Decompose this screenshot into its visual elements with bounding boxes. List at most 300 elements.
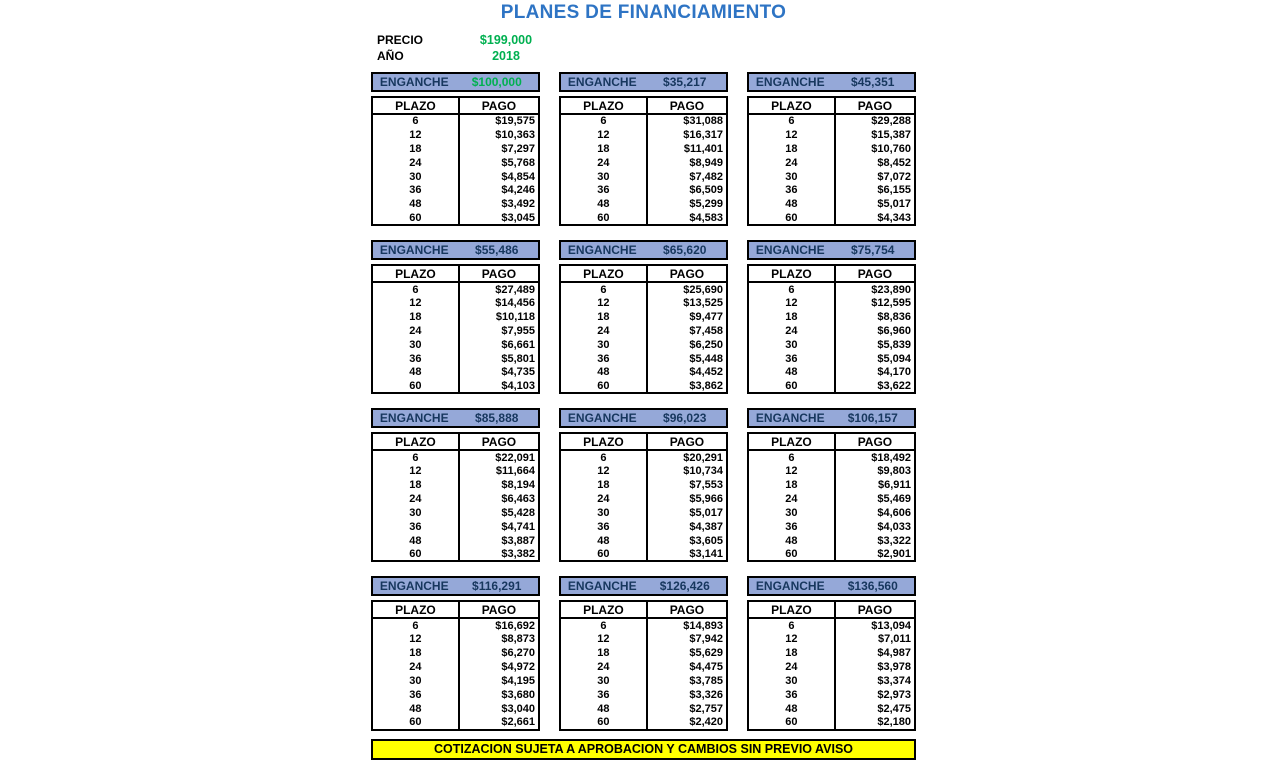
- plazo-value: 36: [372, 688, 459, 702]
- payment-row: [748, 660, 915, 674]
- payment-table: [371, 432, 540, 562]
- enganche-header: [559, 576, 728, 596]
- plazo-value: 60: [372, 211, 459, 225]
- payment-table: [747, 600, 916, 730]
- payment-row: [748, 688, 915, 702]
- pago-value: $19,575: [495, 115, 535, 128]
- pago-value: $4,741: [501, 520, 535, 533]
- plazo-value: 30: [372, 338, 459, 352]
- plazo-value: 36: [560, 520, 647, 534]
- payment-row: [748, 534, 915, 548]
- plazo-value: 30: [560, 506, 647, 520]
- plazo-value: 18: [372, 310, 459, 324]
- enganche-header: [371, 408, 540, 428]
- plan-block: [559, 408, 728, 562]
- pago-value: $5,299: [689, 198, 723, 211]
- payment-row: [372, 197, 539, 211]
- pago-value: $4,103: [501, 379, 535, 392]
- plazo-value: 36: [372, 352, 459, 366]
- enganche-amount: $106,157: [847, 411, 898, 426]
- plazo-value: 12: [560, 296, 647, 310]
- enganche-amount: $55,486: [475, 243, 519, 258]
- payment-row: [372, 128, 539, 142]
- pago-value: $5,428: [501, 506, 535, 519]
- payment-row: [372, 324, 539, 338]
- payment-row: [560, 128, 727, 142]
- pago-value: $5,768: [501, 156, 535, 169]
- payment-row: [560, 352, 727, 366]
- plazo-column-header: PLAZO: [372, 97, 459, 114]
- enganche-header: [371, 576, 540, 596]
- plazo-value: 36: [560, 688, 647, 702]
- payment-row: [748, 379, 915, 393]
- pago-value: $3,978: [877, 660, 911, 673]
- payment-row: [748, 506, 915, 520]
- pago-value: $2,661: [501, 716, 535, 729]
- plazo-value: 12: [372, 632, 459, 646]
- plazo-value: 36: [748, 352, 835, 366]
- plazo-value: 30: [372, 506, 459, 520]
- payment-row: [560, 282, 727, 296]
- payment-row: [372, 464, 539, 478]
- plazo-value: 30: [748, 674, 835, 688]
- payment-table-header-row: [372, 265, 539, 282]
- plazo-value: 6: [748, 618, 835, 632]
- enganche-amount: $75,754: [851, 243, 895, 258]
- payment-row: [372, 338, 539, 352]
- plazo-value: 60: [560, 716, 647, 730]
- plazo-value: 18: [748, 478, 835, 492]
- pago-value: $3,680: [501, 688, 535, 701]
- pago-value: $5,469: [877, 492, 911, 505]
- pago-value: $5,629: [689, 647, 723, 660]
- enganche-label: ENGANCHE: [567, 579, 637, 594]
- payment-row: [372, 618, 539, 632]
- plazo-value: 12: [748, 464, 835, 478]
- pago-value: $3,785: [689, 674, 723, 687]
- payment-row: [560, 183, 727, 197]
- payment-table-header-row: [748, 433, 915, 450]
- payment-row: [748, 142, 915, 156]
- enganche-header: [371, 72, 540, 92]
- plazo-value: 12: [560, 632, 647, 646]
- enganche-label: ENGANCHE: [567, 75, 637, 89]
- pago-column-header: PAGO: [835, 97, 915, 114]
- payment-row: [560, 310, 727, 324]
- plazo-value: 24: [372, 324, 459, 338]
- pago-value: $4,606: [877, 506, 911, 519]
- plazo-value: 24: [372, 660, 459, 674]
- payment-table: [559, 264, 728, 394]
- plazo-value: 18: [372, 646, 459, 660]
- precio-value: $199,000: [479, 33, 533, 47]
- plazo-value: 36: [748, 183, 835, 197]
- pago-value: $10,760: [871, 142, 911, 155]
- pago-value: $15,387: [871, 128, 911, 141]
- anio-label: AÑO: [377, 49, 404, 63]
- pago-value: $22,091: [495, 451, 535, 464]
- plazo-value: 48: [372, 197, 459, 211]
- plazo-value: 60: [372, 379, 459, 393]
- plan-block: [371, 408, 540, 562]
- plazo-value: 48: [748, 365, 835, 379]
- financing-sheet: [371, 0, 916, 760]
- payment-row: [560, 506, 727, 520]
- payment-row: [560, 492, 727, 506]
- pago-column-header: PAGO: [459, 97, 539, 114]
- payment-row: [748, 296, 915, 310]
- plazo-value: 60: [560, 547, 647, 561]
- enganche-amount: $136,560: [847, 579, 898, 594]
- payment-row: [748, 156, 915, 170]
- pago-value: $14,893: [683, 619, 723, 632]
- payment-row: [748, 183, 915, 197]
- payment-row: [372, 478, 539, 492]
- plazo-value: 30: [748, 338, 835, 352]
- plazo-value: 24: [560, 660, 647, 674]
- payment-row: [748, 114, 915, 128]
- anio-value: 2018: [492, 49, 520, 63]
- payment-table-header-row: [372, 433, 539, 450]
- pago-value: $5,966: [689, 492, 723, 505]
- pago-column-header: PAGO: [647, 97, 727, 114]
- pago-value: $23,890: [871, 283, 911, 296]
- plazo-value: 12: [560, 464, 647, 478]
- pago-column-header: PAGO: [835, 601, 915, 618]
- payment-table-header-row: [560, 601, 727, 618]
- payment-row: [372, 534, 539, 548]
- pago-column-header: PAGO: [459, 601, 539, 618]
- plazo-value: 48: [560, 534, 647, 548]
- enganche-amount: $85,888: [475, 411, 519, 426]
- enganche-header: [747, 576, 916, 596]
- plan-block: [747, 240, 916, 394]
- plan-block: [371, 72, 540, 226]
- pago-value: $27,489: [495, 283, 535, 296]
- pago-value: $3,141: [689, 547, 723, 560]
- payment-row: [748, 702, 915, 716]
- pago-value: $7,297: [501, 142, 535, 155]
- pago-value: $7,482: [689, 170, 723, 183]
- enganche-header: [747, 408, 916, 428]
- plazo-column-header: PLAZO: [372, 433, 459, 450]
- plazo-value: 12: [372, 296, 459, 310]
- pago-value: $5,017: [689, 506, 723, 519]
- enganche-amount: $35,217: [663, 75, 707, 89]
- plazo-value: 6: [748, 450, 835, 464]
- payment-table: [371, 96, 540, 226]
- pago-value: $12,595: [871, 296, 911, 309]
- payment-row: [560, 618, 727, 632]
- pago-value: $2,475: [877, 702, 911, 715]
- payment-row: [372, 632, 539, 646]
- payment-row: [372, 547, 539, 561]
- payment-table: [371, 600, 540, 730]
- enganche-label: ENGANCHE: [755, 75, 825, 89]
- pago-value: $6,270: [501, 647, 535, 660]
- plazo-value: 6: [372, 618, 459, 632]
- pago-value: $7,942: [689, 633, 723, 646]
- pago-value: $2,901: [877, 547, 911, 560]
- payment-row: [748, 646, 915, 660]
- payment-row: [372, 352, 539, 366]
- plazo-value: 18: [748, 646, 835, 660]
- payment-table-header-row: [748, 97, 915, 114]
- pago-value: $7,011: [877, 633, 911, 646]
- payment-table: [559, 96, 728, 226]
- plans-grid: [371, 72, 916, 731]
- anio-row: [377, 48, 916, 64]
- plazo-value: 30: [372, 674, 459, 688]
- pago-value: $4,972: [501, 660, 535, 673]
- plan-block: [371, 240, 540, 394]
- pago-value: $2,420: [689, 716, 723, 729]
- payment-row: [748, 365, 915, 379]
- plazo-column-header: PLAZO: [560, 265, 647, 282]
- plazo-value: 30: [748, 506, 835, 520]
- pago-value: $7,955: [501, 324, 535, 337]
- plazo-value: 60: [748, 379, 835, 393]
- pago-value: $4,246: [501, 184, 535, 197]
- enganche-label: ENGANCHE: [567, 411, 637, 426]
- payment-row: [560, 114, 727, 128]
- plazo-value: 6: [372, 450, 459, 464]
- plazo-value: 48: [560, 365, 647, 379]
- enganche-amount: $96,023: [663, 411, 707, 426]
- plazo-value: 6: [748, 282, 835, 296]
- payment-table: [559, 600, 728, 730]
- plazo-value: 6: [560, 450, 647, 464]
- pago-value: $29,288: [871, 115, 911, 128]
- pago-value: $3,045: [501, 211, 535, 224]
- plan-block: [559, 72, 728, 226]
- enganche-label: ENGANCHE: [755, 243, 825, 258]
- plazo-value: 24: [372, 492, 459, 506]
- plazo-column-header: PLAZO: [748, 97, 835, 114]
- plazo-value: 18: [372, 478, 459, 492]
- pago-value: $4,854: [501, 170, 535, 183]
- plazo-value: 48: [372, 702, 459, 716]
- plan-block: [747, 72, 916, 226]
- pago-value: $2,180: [877, 716, 911, 729]
- pago-value: $4,195: [501, 674, 535, 687]
- pago-value: $9,803: [877, 465, 911, 478]
- plazo-value: 6: [560, 114, 647, 128]
- pago-value: $3,492: [501, 198, 535, 211]
- plazo-column-header: PLAZO: [372, 601, 459, 618]
- pago-value: $6,509: [689, 184, 723, 197]
- payment-row: [748, 520, 915, 534]
- plazo-value: 24: [560, 156, 647, 170]
- pago-value: $8,949: [689, 156, 723, 169]
- pago-column-header: PAGO: [459, 265, 539, 282]
- pago-value: $3,322: [877, 534, 911, 547]
- payment-row: [372, 156, 539, 170]
- payment-row: [748, 197, 915, 211]
- pago-value: $7,553: [689, 478, 723, 491]
- pago-value: $20,291: [683, 451, 723, 464]
- pago-value: $10,118: [495, 310, 535, 323]
- payment-table: [371, 264, 540, 394]
- enganche-amount: $126,426: [659, 579, 710, 594]
- payment-row: [560, 142, 727, 156]
- payment-row: [560, 379, 727, 393]
- plazo-value: 60: [372, 716, 459, 730]
- plan-block: [559, 576, 728, 730]
- payment-row: [372, 142, 539, 156]
- pago-value: $8,873: [501, 633, 535, 646]
- payment-table-header-row: [372, 97, 539, 114]
- plazo-value: 6: [560, 618, 647, 632]
- payment-row: [748, 492, 915, 506]
- pago-value: $6,960: [877, 324, 911, 337]
- plazo-column-header: PLAZO: [372, 265, 459, 282]
- payment-row: [560, 197, 727, 211]
- enganche-label: ENGANCHE: [379, 579, 449, 594]
- payment-row: [560, 211, 727, 225]
- payment-row: [372, 674, 539, 688]
- pago-value: $5,839: [877, 338, 911, 351]
- enganche-label: ENGANCHE: [379, 411, 449, 426]
- payment-row: [748, 310, 915, 324]
- plazo-value: 36: [372, 520, 459, 534]
- enganche-header: [747, 240, 916, 260]
- plazo-column-header: PLAZO: [748, 265, 835, 282]
- payment-row: [372, 506, 539, 520]
- plazo-value: 18: [748, 310, 835, 324]
- plazo-value: 60: [748, 211, 835, 225]
- payment-row: [372, 688, 539, 702]
- payment-row: [748, 716, 915, 730]
- pago-column-header: PAGO: [459, 433, 539, 450]
- plazo-value: 60: [748, 716, 835, 730]
- payment-row: [560, 338, 727, 352]
- payment-row: [748, 674, 915, 688]
- payment-row: [372, 492, 539, 506]
- enganche-label: ENGANCHE: [755, 579, 825, 594]
- plazo-value: 36: [560, 352, 647, 366]
- pago-value: $10,363: [495, 128, 535, 141]
- plazo-value: 24: [748, 492, 835, 506]
- pago-value: $6,250: [689, 338, 723, 351]
- pago-value: $4,475: [689, 660, 723, 673]
- payment-row: [748, 282, 915, 296]
- plazo-value: 60: [748, 547, 835, 561]
- plazo-value: 48: [748, 534, 835, 548]
- pago-value: $3,887: [501, 534, 535, 547]
- plazo-value: 18: [560, 646, 647, 660]
- pago-value: $4,170: [877, 366, 911, 379]
- payment-row: [372, 450, 539, 464]
- pago-value: $4,387: [689, 520, 723, 533]
- plan-block: [747, 576, 916, 730]
- enganche-amount: $100,000: [471, 75, 522, 89]
- enganche-label: ENGANCHE: [379, 243, 449, 258]
- enganche-header: [559, 408, 728, 428]
- pago-column-header: PAGO: [647, 433, 727, 450]
- payment-table-header-row: [560, 97, 727, 114]
- payment-table-header-row: [560, 265, 727, 282]
- payment-row: [560, 324, 727, 338]
- pago-value: $11,401: [683, 142, 723, 155]
- enganche-label: ENGANCHE: [567, 243, 637, 258]
- pago-value: $3,374: [877, 674, 911, 687]
- payment-row: [748, 450, 915, 464]
- plazo-value: 24: [560, 324, 647, 338]
- plazo-value: 18: [748, 142, 835, 156]
- plazo-value: 48: [560, 702, 647, 716]
- plazo-value: 6: [372, 114, 459, 128]
- payment-table-header-row: [748, 601, 915, 618]
- pago-value: $5,448: [689, 352, 723, 365]
- payment-table-header-row: [560, 433, 727, 450]
- pago-value: $4,583: [689, 211, 723, 224]
- pago-value: $31,088: [683, 115, 723, 128]
- plazo-value: 30: [372, 170, 459, 184]
- pago-value: $16,317: [683, 128, 723, 141]
- payment-row: [748, 338, 915, 352]
- plazo-value: 36: [748, 688, 835, 702]
- pago-value: $16,692: [495, 619, 535, 632]
- plazo-value: 48: [372, 534, 459, 548]
- payment-row: [372, 646, 539, 660]
- pago-value: $10,734: [683, 465, 723, 478]
- plazo-value: 18: [372, 142, 459, 156]
- plazo-value: 30: [560, 338, 647, 352]
- pago-value: $9,477: [689, 310, 723, 323]
- payment-row: [560, 702, 727, 716]
- payment-row: [560, 478, 727, 492]
- pago-value: $4,452: [689, 366, 723, 379]
- plazo-value: 36: [748, 520, 835, 534]
- pago-value: $11,664: [495, 465, 535, 478]
- payment-row: [748, 170, 915, 184]
- plazo-value: 12: [560, 128, 647, 142]
- pago-value: $13,094: [871, 619, 911, 632]
- plazo-column-header: PLAZO: [560, 433, 647, 450]
- payment-row: [372, 183, 539, 197]
- payment-row: [372, 211, 539, 225]
- plazo-value: 48: [372, 365, 459, 379]
- payment-table: [559, 432, 728, 562]
- plazo-value: 18: [560, 142, 647, 156]
- plan-block: [747, 408, 916, 562]
- plazo-value: 36: [372, 183, 459, 197]
- plazo-value: 18: [560, 478, 647, 492]
- payment-table: [747, 264, 916, 394]
- plazo-column-header: PLAZO: [748, 601, 835, 618]
- plazo-column-header: PLAZO: [560, 97, 647, 114]
- pago-value: $8,194: [501, 478, 535, 491]
- payment-table: [747, 96, 916, 226]
- plazo-value: 24: [748, 156, 835, 170]
- plazo-value: 30: [748, 170, 835, 184]
- payment-row: [560, 547, 727, 561]
- pago-value: $5,801: [501, 352, 535, 365]
- pago-value: $6,463: [501, 492, 535, 505]
- pago-value: $4,735: [501, 366, 535, 379]
- plazo-value: 12: [372, 464, 459, 478]
- precio-row: [377, 32, 916, 48]
- pago-value: $2,973: [877, 688, 911, 701]
- payment-row: [560, 520, 727, 534]
- plazo-value: 24: [372, 156, 459, 170]
- payment-row: [560, 716, 727, 730]
- payment-row: [748, 618, 915, 632]
- payment-row: [560, 156, 727, 170]
- pago-value: $25,690: [683, 283, 723, 296]
- plazo-value: 48: [560, 197, 647, 211]
